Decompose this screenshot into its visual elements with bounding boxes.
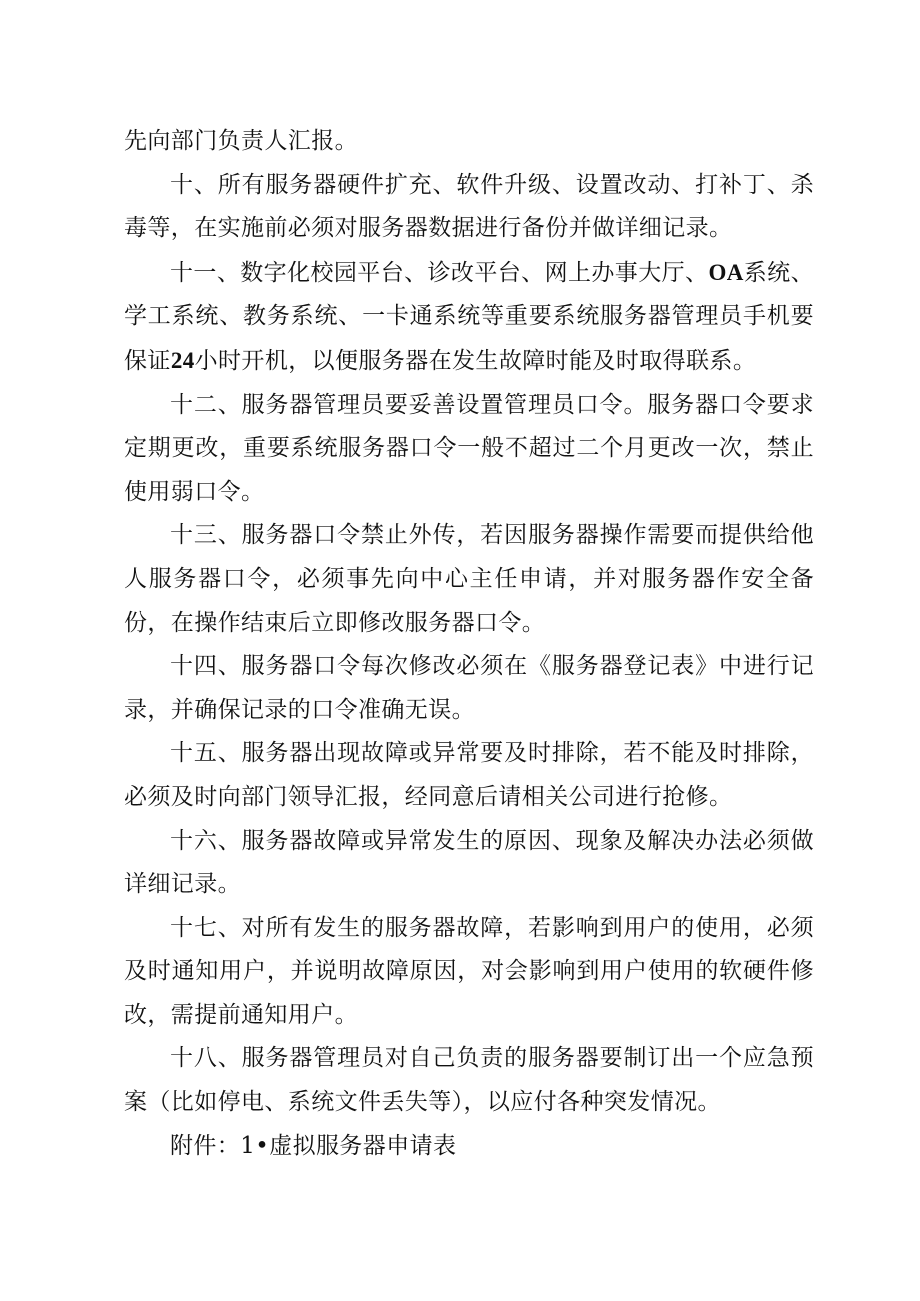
paragraph-item-17: 十七、对所有发生的服务器故障，若影响到用户的使用，必须及时通知用户，并说明故障原因，对会影响到用户使用的软硬件修改，需提前通知用户。	[124, 914, 814, 1028]
paragraph-item-11-part-c: 系统、学工系统、教务系统、一卡通系统等重要系统服务器管理员手机要保证	[124, 259, 814, 374]
paragraph-item-14: 十四、服务器口令每次修改必须在《服务器登记表》中进行记录，并确保记录的口令准确无误。	[124, 653, 814, 723]
paragraph-item-18: 十八、服务器管理员对自己负责的服务器要制订出一个应急预案（比如停电、系统文件丢失等），以应付各种突发情况。	[124, 1045, 814, 1116]
paragraph-item-11-part-a: 十一、数字化校园平台、诊改平台、网上办事大厅、	[170, 259, 709, 286]
paragraph-item-11-part-e: 小时开机，以便服务器在发生故障时能及时取得联系。	[194, 347, 757, 374]
paragraph-item-13: 十三、服务器口令禁止外传，若因服务器操作需要而提供给他人服务器口令，必须事先向中心主任申请，并对服务器作安全备份，在操作结束后立即修改服务器口令。	[124, 522, 814, 636]
paragraph-item-16: 十六、服务器故障或异常发生的原因、现象及解决办法必须做详细记录。	[124, 827, 814, 898]
paragraph-item-11	[124, 251, 814, 384]
paragraph-item-15: 十五、服务器出现故障或异常要及时排除，若不能及时排除，必须及时向部门领导汇报，经同意后请相关公司进行抢修。	[124, 740, 814, 810]
document-body	[124, 120, 814, 1168]
oa-term: OA	[708, 259, 744, 285]
attachment-line: 附件：1•虚拟服务器申请表	[170, 1132, 457, 1159]
paragraph-continuation: 先向部门负责人汇报。	[124, 128, 358, 154]
paragraph-item-10: 十、所有服务器硬件扩充、软件升级、设置改动、打补丁、杀毒等，在实施前必须对服务器数据进行备份并做详细记录。	[124, 171, 814, 242]
hours-number: 24	[170, 347, 195, 373]
paragraph-item-12: 十二、服务器管理员要妥善设置管理员口令。服务器口令要求定期更改，重要系统服务器口令一般不超过二个月更改一次，禁止使用弱口令。	[124, 391, 814, 505]
